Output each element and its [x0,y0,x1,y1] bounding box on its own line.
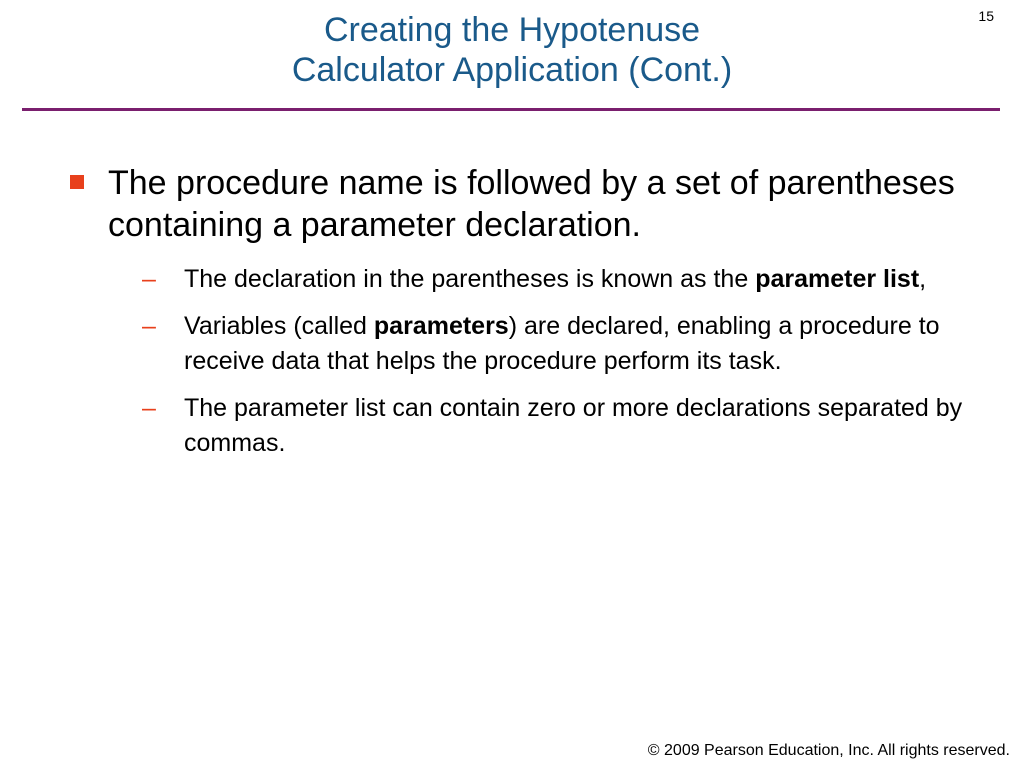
slide-title [0,10,1024,90]
slide-title-line-1: Creating the Hypotenuse [323,11,701,49]
page-number: 15 [978,8,994,24]
sub-bullet-text-end: ) are declared, enabling a procedure to receive data that helps the procedure perform its task. [184,312,940,375]
sub-bullet-text-end: , [919,265,927,293]
slide-title-line-2: Calculator Application (Cont.) [291,51,733,89]
bullet-level-1 [66,162,986,246]
bullet-text: The procedure name is followed by a set of parentheses containing a parameter declaration. [108,164,955,244]
square-bullet-icon [70,175,84,189]
sub-bullet-2 [142,309,986,379]
slide-content [66,162,986,473]
sub-bullet-bold-term: parameter list [755,265,920,293]
copyright-footer: © 2009 Pearson Education, Inc. All rights reserved. [647,742,1010,759]
sub-bullet-text: Variables (called [184,312,374,340]
sub-bullet-bold-term: parameters [373,312,509,340]
sub-bullet-3 [142,391,986,461]
dash-bullet-icon: – [142,394,156,422]
sub-bullet-1 [142,262,986,297]
dash-bullet-icon: – [142,312,156,340]
sub-bullet-text: The declaration in the parentheses is known as the [184,265,756,293]
sub-bullet-text: The parameter list can contain zero or more declarations separated by commas. [184,394,963,457]
title-divider [22,108,1000,111]
dash-bullet-icon: – [142,265,156,293]
sub-bullet-list [66,262,986,461]
